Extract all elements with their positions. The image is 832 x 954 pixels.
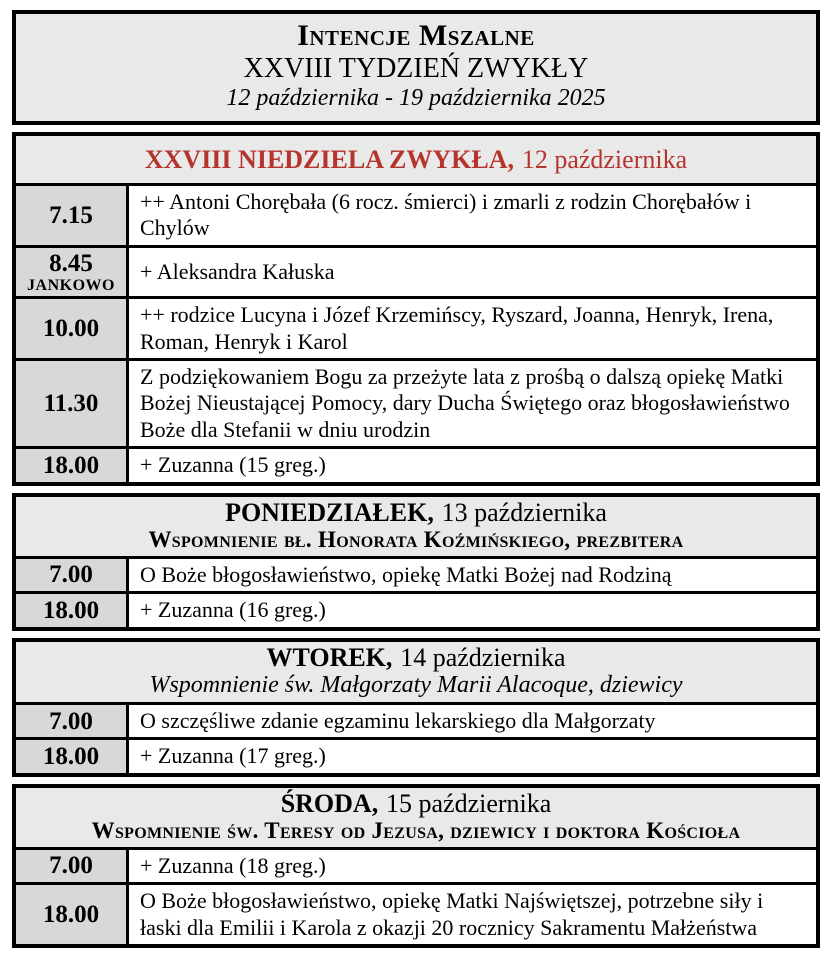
day-section [12,784,820,948]
day-name: PONIEDZIAŁEK, [225,497,434,527]
day-rows [16,850,816,944]
mass-time: 18.00 [42,451,100,479]
day-title [20,145,812,174]
mass-time: 7.15 [49,201,93,229]
day-name: ŚRODA, [280,788,379,818]
mass-row [16,296,816,358]
week-subtitle: XXVIII TYDZIEŃ ZWYKŁY [243,52,589,84]
document-title: Intencje Mszalne [297,19,535,52]
mass-intention: + Aleksandra Kałuska [140,258,335,284]
day-section [12,132,820,486]
mass-row [16,358,816,446]
time-cell [16,594,129,626]
document-header [12,10,820,125]
mass-row [16,850,816,882]
day-date: 14 października [400,642,566,672]
day-header [16,136,816,186]
mass-time: 7.00 [49,852,93,880]
mass-row [16,591,816,626]
time-cell [16,299,129,358]
mass-row [16,737,816,772]
mass-time: 18.00 [42,901,100,928]
time-cell [16,449,129,481]
day-date: 13 października [441,497,607,527]
mass-intention: O szczęśliwe zdanie egzaminu lekarskiego dla Małgorzaty [140,707,656,733]
time-cell [16,248,129,297]
mass-intention: ++ Antoni Chorębała (6 rocz. śmierci) i zmarli z rodzin Chorębałów i Chylów [140,188,752,241]
mass-place: JANKOWO [27,276,115,294]
mass-time: 7.00 [49,707,93,735]
mass-intention: O Boże błogosławieństwo, opiekę Matki Bożej nad Rodziną [140,561,672,587]
mass-row [16,245,816,297]
mass-intention: + Zuzanna (18 greg.) [140,852,326,878]
mass-row [16,446,816,481]
day-title [20,643,812,672]
day-name: WTOREK, [266,642,393,672]
mass-time: 7.00 [49,561,93,589]
day-date: 15 października [386,788,552,818]
day-section [12,493,820,631]
mass-row [16,882,816,944]
time-cell [16,850,129,882]
mass-time: 18.00 [42,742,100,770]
day-header [16,642,816,705]
memorial-line: Wspomnienie św. Teresy od Jezusa, dziewicy i doktora Kościoła [91,817,741,843]
mass-time: 11.30 [43,390,99,418]
time-cell [16,885,129,944]
mass-intention: + Zuzanna (17 greg.) [140,743,326,769]
date-range: 12 października - 19 października 2025 [226,85,606,112]
memorial-line: Wspomnienie św. Małgorzaty Marii Alacoque, dziewicy [149,671,683,698]
mass-time: 10.00 [42,315,100,343]
day-header [16,788,816,850]
mass-intention: Z podziękowaniem Bogu za przeżyte lata z prośbą o dalszą opiekę Matki Bożej Nieustającej Pomocy, dary Ducha Świętego oraz błogosławieństwo Boże dla Stefanii w dniu urodzin [140,364,790,442]
mass-time: 8.45 [49,249,93,277]
day-title [20,498,812,527]
time-cell [16,740,129,772]
day-rows [16,559,816,627]
day-title [20,789,812,818]
mass-row [16,705,816,737]
mass-row [16,559,816,591]
time-cell [16,705,129,737]
day-rows [16,186,816,482]
time-cell [16,559,129,591]
mass-time: 18.00 [42,596,100,624]
mass-intention: ++ rodzice Lucyna i Józef Krzemińscy, Ryszard, Joanna, Henryk, Irena, Roman, Henryk i Karol [140,302,774,354]
mass-row [16,186,816,245]
day-name: XXVIII NIEDZIELA ZWYKŁA, [144,144,515,174]
time-cell [16,186,129,245]
memorial-line: Wspomnienie bł. Honorata Koźmińskiego, prezbitera [148,527,684,553]
mass-intention: + Zuzanna (16 greg.) [140,597,326,623]
day-date: 12 października [521,144,688,174]
mass-intention: + Zuzanna (15 greg.) [140,452,326,478]
day-header [16,497,816,559]
day-section [12,638,820,777]
day-rows [16,705,816,773]
time-cell [16,361,129,446]
mass-intention: O Boże błogosławieństwo, opiekę Matki Najświętszej, potrzebne siły i łaski dla Emilii i Karola z okazji 20 rocznicy Sakramentu Małżeństwa [140,888,764,940]
day-sections [12,132,820,948]
